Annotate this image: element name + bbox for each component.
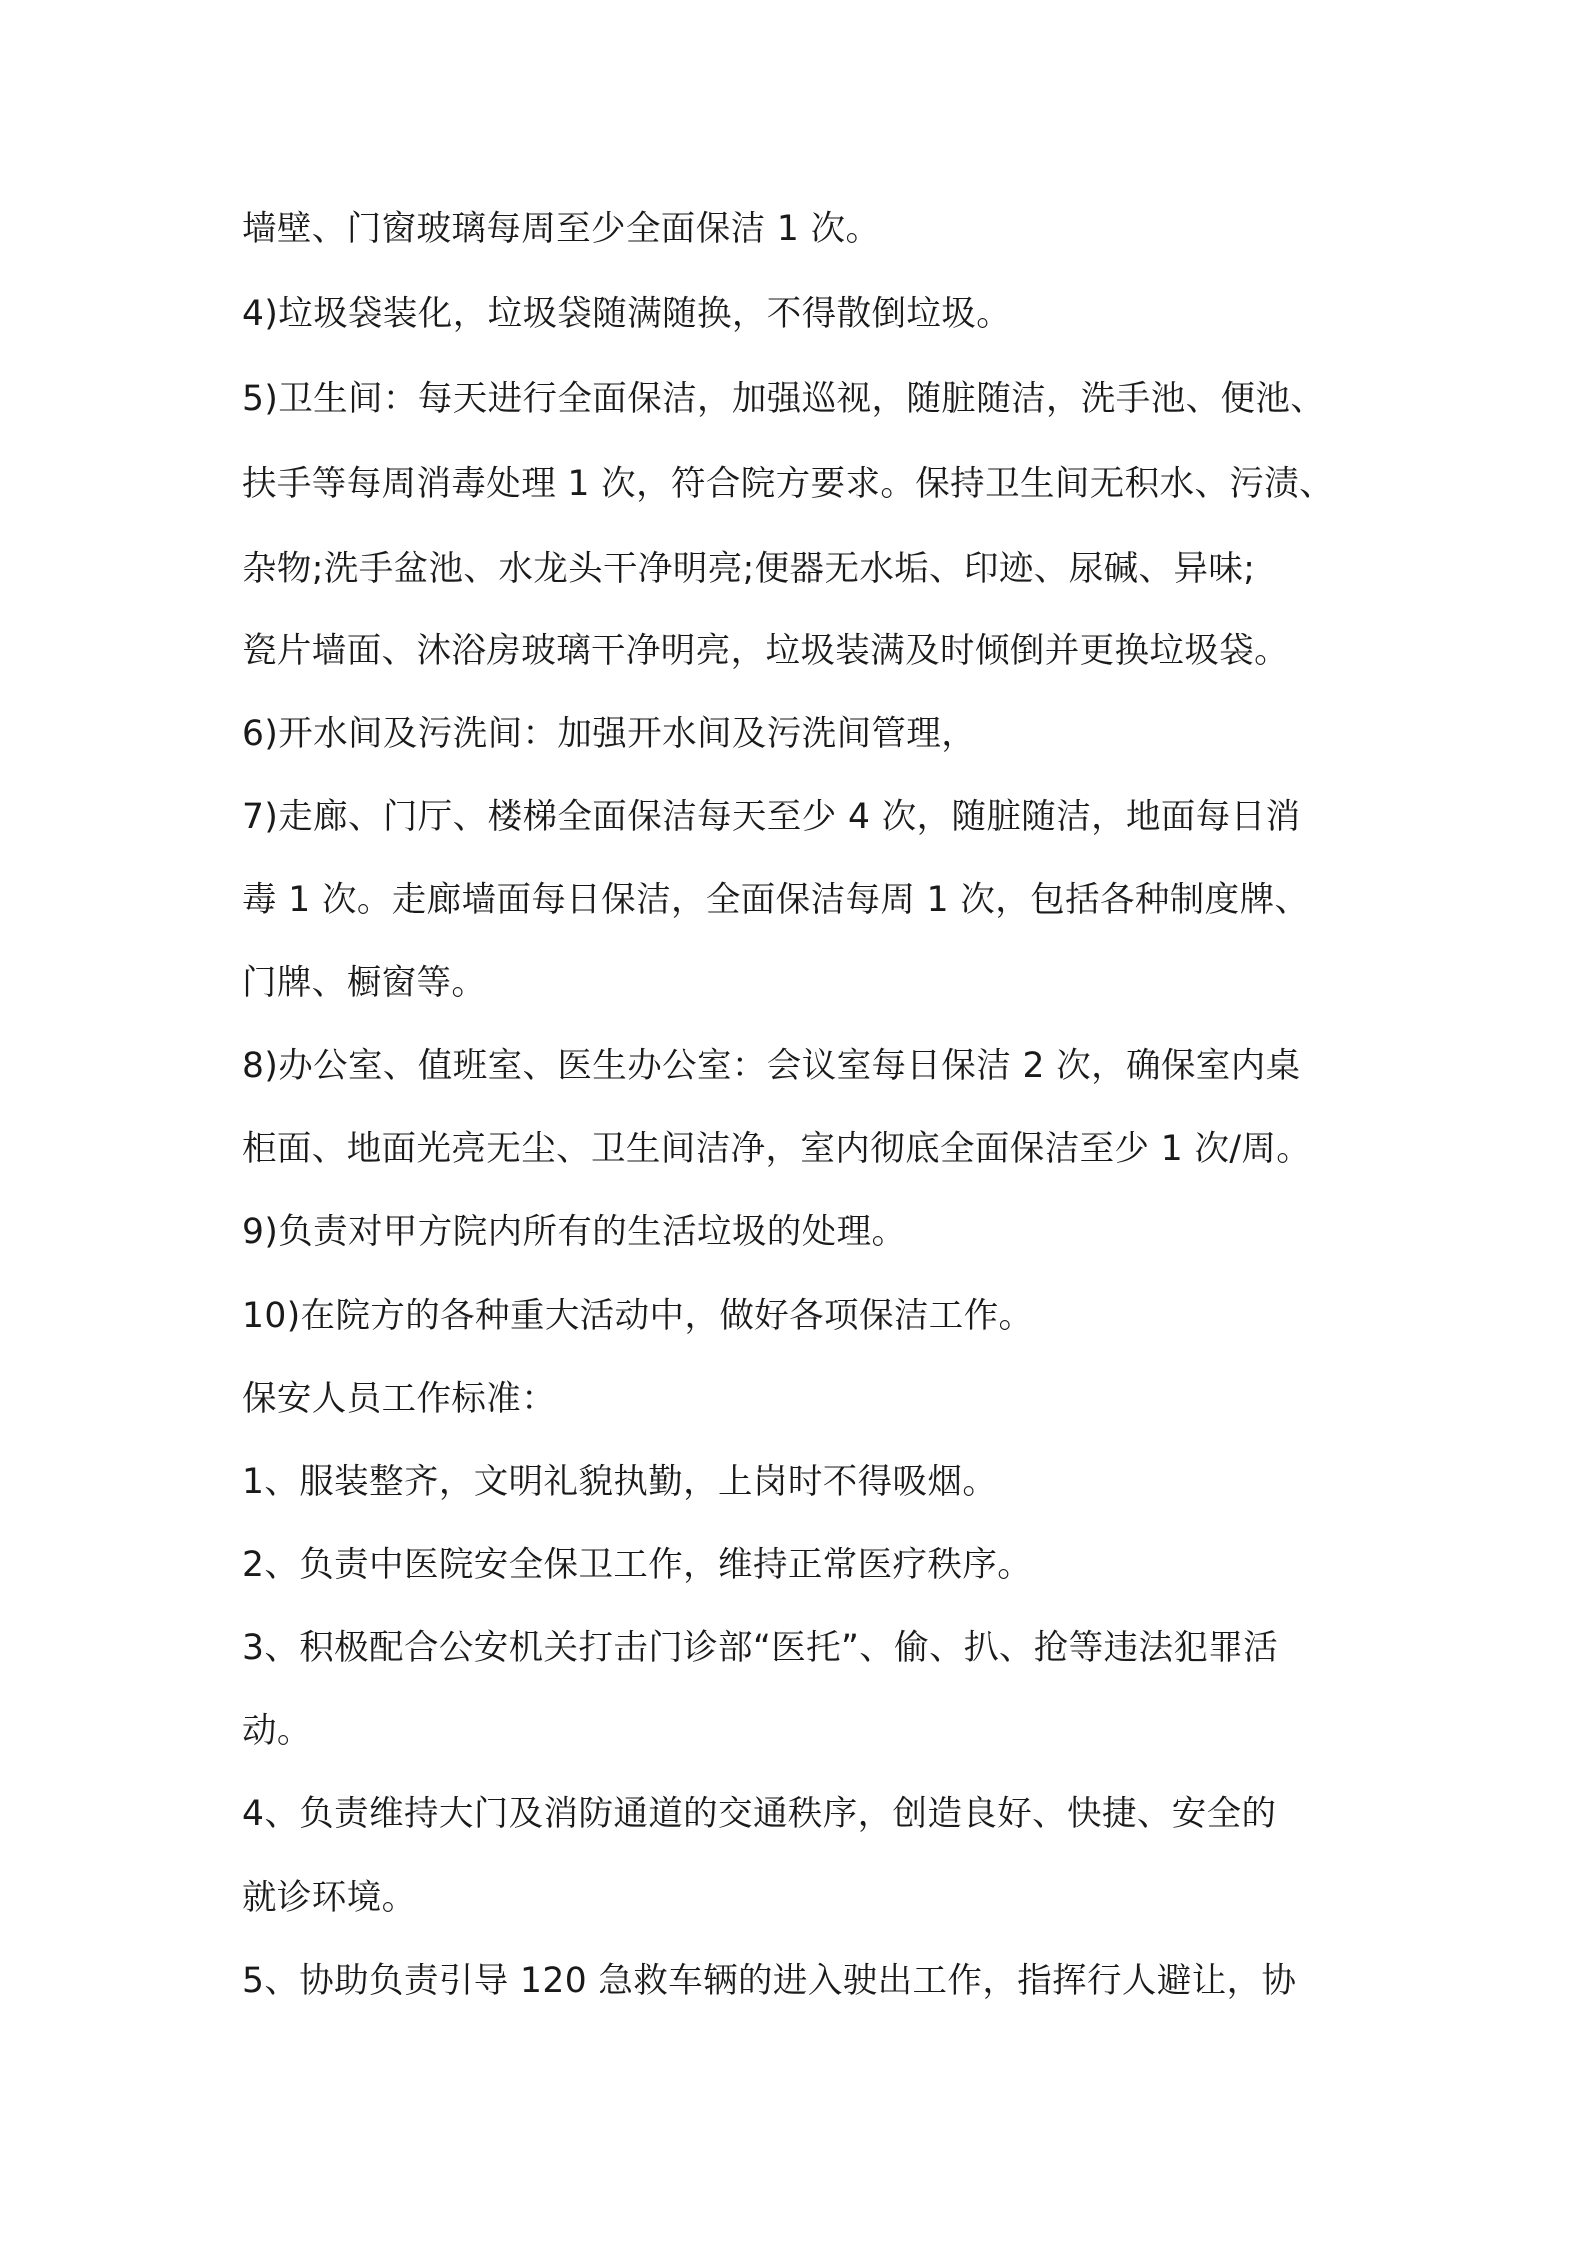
- text-line: 3、积极配合公安机关打击门诊部“医托”、偷、扒、抢等违法犯罪活: [242, 1628, 1279, 1668]
- section-heading: 保安人员工作标准：: [242, 1379, 557, 1419]
- text-line: 动。: [242, 1711, 312, 1751]
- text-line: 瓷片墙面、沐浴房玻璃干净明亮，垃圾装满及时倾倒并更换垃圾袋。: [242, 631, 1289, 671]
- text-line: 墙壁、门窗玻璃每周至少全面保洁 1 次。: [242, 209, 881, 249]
- text-line: 1、服装整齐，文明礼貌执勤，上岗时不得吸烟。: [242, 1462, 998, 1502]
- text-line: 杂物;洗手盆池、水龙头干净明亮;便器无水垢、印迹、尿碱、异味;: [242, 549, 1256, 589]
- text-line: 4)垃圾袋装化，垃圾袋随满随换，不得散倒垃圾。: [242, 294, 1012, 334]
- text-line: 4、负责维持大门及消防通道的交通秩序，创造良好、快捷、安全的: [242, 1794, 1277, 1834]
- text-line: 柜面、地面光亮无尘、卫生间洁净，室内彻底全面保洁至少 1 次/周。: [242, 1129, 1312, 1169]
- text-line: 毒 1 次。走廊墙面每日保洁，全面保洁每周 1 次，包括各种制度牌、: [242, 880, 1310, 920]
- text-line: 10)在院方的各种重大活动中，做好各项保洁工作。: [242, 1296, 1034, 1336]
- text-line: 门牌、橱窗等。: [242, 963, 487, 1003]
- text-line: 6)开水间及污洗间：加强开水间及污洗间管理，: [242, 714, 977, 754]
- text-line: 9)负责对甲方院内所有的生活垃圾的处理。: [242, 1212, 907, 1252]
- text-line: 5)卫生间：每天进行全面保洁，加强巡视，随脏随洁，洗手池、便池、: [242, 379, 1326, 419]
- text-line: 8)办公室、值班室、医生办公室：会议室每日保洁 2 次，确保室内桌: [242, 1046, 1301, 1086]
- text-line: 扶手等每周消毒处理 1 次，符合院方要求。保持卫生间无积水、污渍、: [242, 464, 1335, 504]
- text-line: 5、协助负责引导 120 急救车辆的进入驶出工作，指挥行人避让，协: [242, 1961, 1297, 2001]
- text-line: 就诊环境。: [242, 1878, 417, 1918]
- text-line: 7)走廊、门厅、楼梯全面保洁每天至少 4 次，随脏随洁，地面每日消: [242, 797, 1301, 837]
- text-line: 2、负责中医院安全保卫工作，维持正常医疗秩序。: [242, 1545, 1033, 1585]
